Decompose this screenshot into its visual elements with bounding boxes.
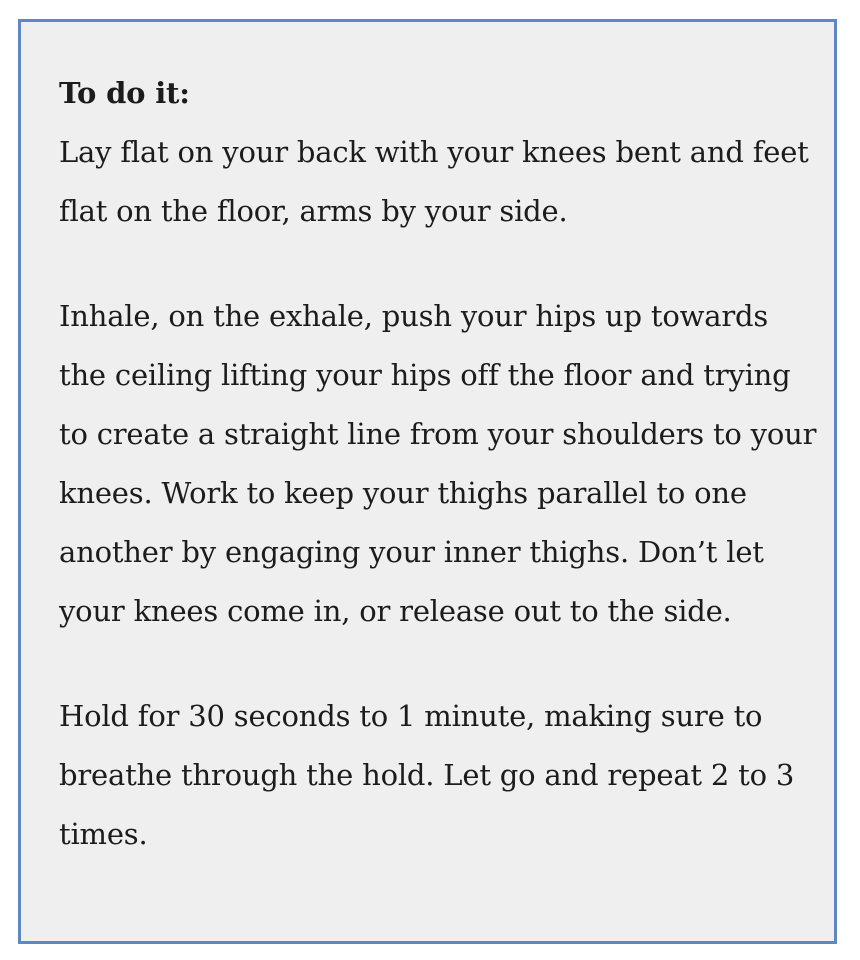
instruction-step-2: Inhale, on the exhale, push your hips up towards the ceiling lifting your hips off the floor and trying to create a straight line from your shoulders to your knees. Work to keep your thighs parallel to one another by engaging your inner thighs. Don’t let your knees come in, or release out to the side. — [59, 299, 817, 628]
instruction-step-3: Hold for 30 seconds to 1 minute, making sure to breathe through the hold. Let go and repeat 2 to 3 times. — [59, 699, 795, 851]
instruction-box — [18, 19, 837, 944]
instruction-heading: To do it: — [59, 76, 190, 110]
instruction-step-1: Lay flat on your back with your knees bent and feet flat on the floor, arms by your side. — [59, 135, 809, 228]
instruction-content — [59, 64, 819, 864]
